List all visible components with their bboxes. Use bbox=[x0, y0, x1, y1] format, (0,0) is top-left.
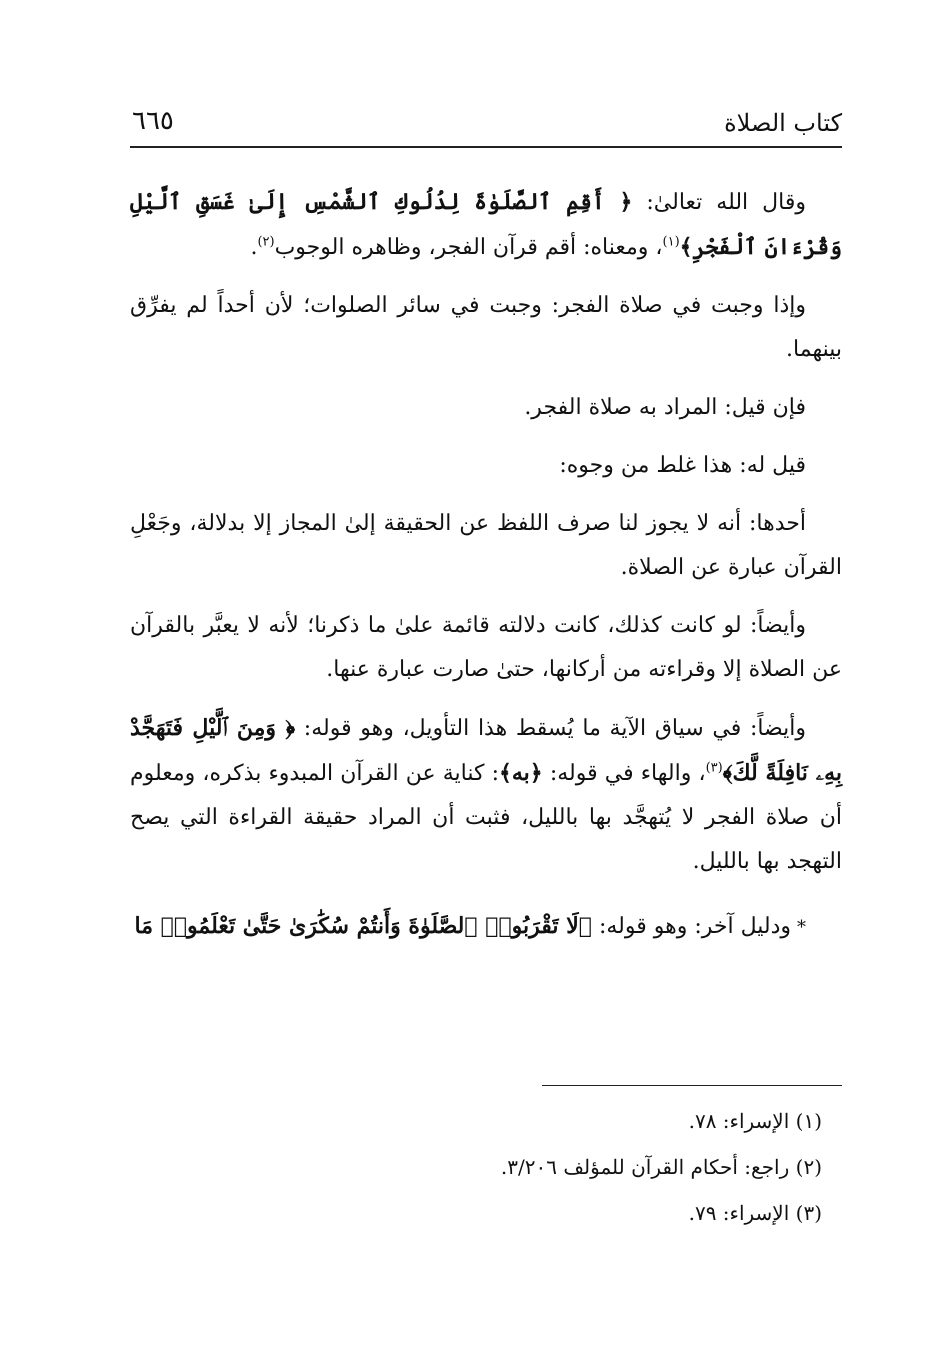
asterisk-icon: * bbox=[797, 917, 806, 938]
footnote-3: (٣) الإسراء: ٧٩. bbox=[688, 1201, 822, 1225]
paragraph-verse-isra-78 bbox=[130, 180, 842, 270]
footnote-separator bbox=[542, 1085, 842, 1086]
paragraph-obligation: وإذا وجبت في صلاة الفجر: وجبت في سائر الصلوات؛ لأن أحداً لم يفرِّق بينهما. bbox=[130, 293, 842, 362]
footnote-ref-2: (٢) bbox=[257, 234, 275, 250]
running-header bbox=[130, 100, 842, 148]
footnote-1: (١) الإسراء: ٧٨. bbox=[688, 1109, 822, 1133]
footnotes bbox=[130, 1098, 822, 1236]
quran-verse: ﴿ أَقِمِ ٱلصَّلَوٰةَ لِدُلُوكِ ٱلشَّمْسِ إِلَىٰ غَسَقِ ٱلَّيْلِ وَقُرْءَانَ ٱلْفَجْرِ﴾ bbox=[130, 189, 842, 260]
chapter-title: كتاب الصلاة bbox=[724, 109, 842, 137]
main-text bbox=[130, 180, 842, 964]
quran-verse: ﴿لَا تَقْرَبُوا۟ ٱلصَّلَوٰةَ وَأَنتُمْ سُكَٰرَىٰ حَتَّىٰ تَعْلَمُوا۟ مَا bbox=[134, 913, 592, 939]
paragraph-text: ، والهاء في قوله: bbox=[542, 761, 706, 786]
paragraph-objection: فإن قيل: المراد به صلاة الفجر. bbox=[524, 395, 806, 420]
paragraph-text: ، ومعناه: أقم قرآن الفجر، وظاهره الوجوب bbox=[274, 235, 663, 260]
paragraph-first-reason: أحدها: أنه لا يجوز لنا صرف اللفظ عن الحقيقة إلىٰ المجاز إلا بدلالة، وجَعْلِ القرآن عبارة عن الصلاة. bbox=[130, 511, 842, 580]
quran-word: ﴿به﴾ bbox=[499, 760, 543, 786]
footnote-2: (٢) راجع: أحكام القرآن للمؤلف ٣/٢٠٦. bbox=[500, 1155, 822, 1179]
page-number: ٦٦٥ bbox=[132, 106, 174, 136]
paragraph-reply: قيل له: هذا غلط من وجوه: bbox=[559, 453, 806, 478]
paragraph-lead: وقال الله تعالىٰ: bbox=[632, 190, 807, 215]
footnote-ref-1: (١) bbox=[662, 234, 680, 250]
paragraph-text: : كناية عن القرآن المبدوء بذكره، ومعلوم أن صلاة الفجر لا يُتهجَّد بها بالليل، فثبت أن المراد حقيقة القراءة التي يصح التهجد بها بالليل. bbox=[130, 761, 842, 874]
footnote-ref-3: (٣) bbox=[705, 760, 723, 776]
paragraph-second-reason: وأيضاً: لو كانت كذلك، كانت دلالته قائمة علىٰ ما ذكرنا؛ لأنه لا يعبَّر بالقرآن عن الصلاة إلا وقراءته من أركانها، حتىٰ صارت عبارة عنها. bbox=[130, 613, 842, 682]
paragraph-further-proof bbox=[130, 904, 842, 950]
paragraph-third-reason bbox=[130, 706, 842, 884]
paragraph-end: . bbox=[250, 235, 258, 260]
quran-verse: ﴿ وَمِنَ ٱلَّيْلِ فَتَهَجَّدْ بِهِۦ نَافِلَةً لَّكَ﴾ bbox=[130, 715, 842, 786]
paragraph-lead: وأيضاً: في سياق الآية ما يُسقط هذا التأويل، وهو قوله: bbox=[295, 716, 806, 741]
paragraph-lead: ودليل آخر: وهو قوله: bbox=[591, 914, 791, 939]
